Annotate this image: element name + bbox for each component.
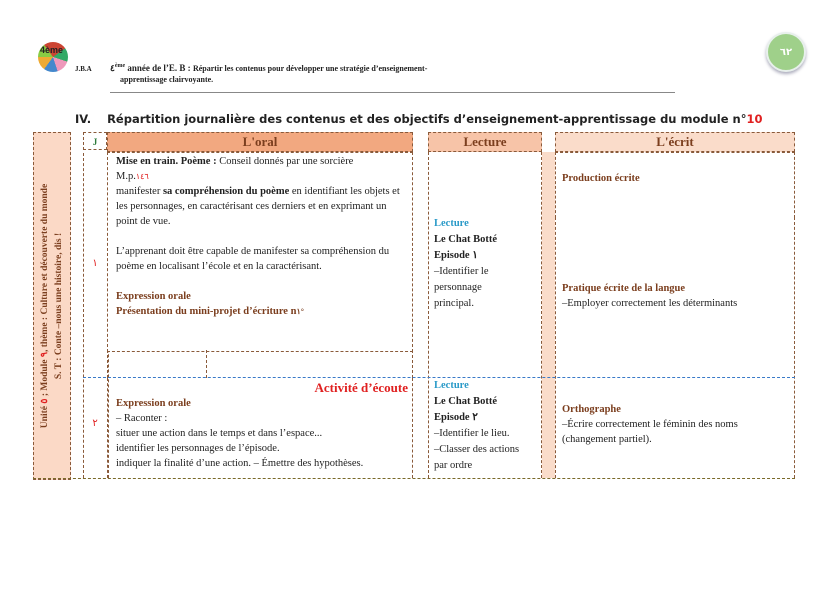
module-number: 10 (746, 112, 763, 126)
day-divider-line (83, 377, 795, 378)
pratique-title: Pratique écrite de la langue (562, 283, 686, 294)
lecture-day2-label: Lecture (434, 380, 469, 391)
expr-text-day1: Présentation du mini-projet d’écriture n (116, 306, 297, 317)
page-number-badge: ٦٢ (766, 32, 806, 72)
header-ecrit: L'écrit (555, 132, 795, 152)
unit-number: ٥ (40, 398, 50, 404)
day-column (83, 153, 109, 478)
table-bottom-border (33, 478, 795, 479)
day-number-1: ١ (92, 258, 98, 269)
orthographe-line: –Écrire correctement le féminin des noms (562, 419, 738, 430)
day-number-2: ٢ (92, 418, 98, 429)
oral-day2-line: situer une action dans le temps et dans l’espace... (116, 428, 323, 439)
unit-text-a: Unité (40, 403, 50, 429)
grade-text: année de l’E. B : (125, 63, 193, 73)
lecture-day1-title: Le Chat Botté (434, 234, 497, 245)
oral-day2-line: indiquer la finalité d’une action. – Émettre des hypothèses. (116, 458, 364, 469)
oral-day2-line: identifier les personnages de l’épisode. (116, 443, 280, 454)
mise-text: Conseil donnés par une sorcière (216, 156, 354, 167)
lecture-day1-line: personnage (434, 282, 482, 293)
oral-day2-cell (107, 378, 413, 478)
grade-number: ٤ (110, 63, 115, 73)
mp-number: ١٤٦ (135, 172, 149, 181)
unit-label (38, 136, 66, 476)
header-lecture: Lecture (428, 132, 542, 152)
oral-sub-divider (206, 350, 207, 378)
lecture-day1-line: principal. (434, 298, 474, 309)
header-j: J (83, 132, 107, 150)
logo-text: 4ème (40, 45, 64, 55)
lecture-cell (428, 152, 542, 478)
lecture-day2-line: par ordre (434, 460, 473, 471)
pratique-text: –Employer correctement les déterminants (562, 298, 738, 309)
header-oral: L'oral (107, 132, 413, 152)
section-number: IV. (75, 112, 92, 126)
expr-title-day1: Expression orale (116, 291, 191, 302)
ecrit-production-cell (555, 152, 795, 218)
lecture-day1-episode: Episode ١ (434, 250, 478, 261)
oral-day2-line: – Raconter : (116, 413, 168, 424)
expr-title-day2: Expression orale (116, 398, 191, 409)
module-num: ٩ (40, 351, 50, 358)
unit-column (33, 132, 71, 480)
column-separator-strip (542, 152, 555, 478)
oral-sub-cell (107, 350, 413, 378)
headline-line2: apprentissage clairvoyante. (120, 75, 214, 84)
orthographe-title: Orthographe (562, 404, 621, 415)
unit-theme: , thème : Culture et découverte du monde (40, 183, 50, 352)
oral-day1-cell (107, 152, 413, 352)
document-headline (110, 61, 510, 85)
unit-text-b: ; Module (40, 357, 50, 399)
lecture-day2-title: Le Chat Botté (434, 396, 497, 407)
section-title-text: Répartition journalière des contenus et des objectifs d’enseignement-apprentissage du module n° (107, 112, 747, 126)
lecture-day1-line: –Identifier le (434, 266, 489, 277)
p1-c: en identifiant les objets et les personnages, en caractérisant ces derniers et en exprimant un point de vue. (116, 186, 400, 227)
production-ecrite: Production écrite (562, 173, 640, 184)
p1-a: manifester (116, 186, 163, 197)
p1-b: sa compréhension du poème (162, 186, 290, 197)
header-divider (110, 92, 675, 93)
lecture-day2-line: –Classer des actions (434, 444, 520, 455)
headline-text: Répartir les contenus pour développer une stratégie d’enseignement- (192, 64, 428, 73)
unit-subtheme: S. T : Conte –nous une histoire, dis ! (54, 232, 64, 380)
p2: L’apprenant doit être capable de manifester sa compréhension du poème en localisant l’école et en la caractérisant. (116, 246, 390, 272)
author-initials: J.B.A (75, 65, 92, 73)
lecture-day1-label: Lecture (434, 218, 469, 229)
activite-ecoute: Activité d’écoute (314, 380, 408, 395)
orthographe-line: (changement partiel). (562, 434, 652, 445)
mise-label: Mise en train. Poème : (116, 156, 217, 167)
ecrit-lower-cell (555, 217, 795, 478)
mp-label: M.p. (116, 171, 136, 182)
grade-superscript: ème (114, 63, 126, 69)
expr-num-day1: ١° (296, 307, 304, 316)
lecture-day2-episode: Episode ٢ (434, 412, 478, 423)
school-logo (38, 42, 68, 72)
section-title (75, 112, 763, 126)
lecture-day2-line: –Identifier le lieu. (434, 428, 510, 439)
